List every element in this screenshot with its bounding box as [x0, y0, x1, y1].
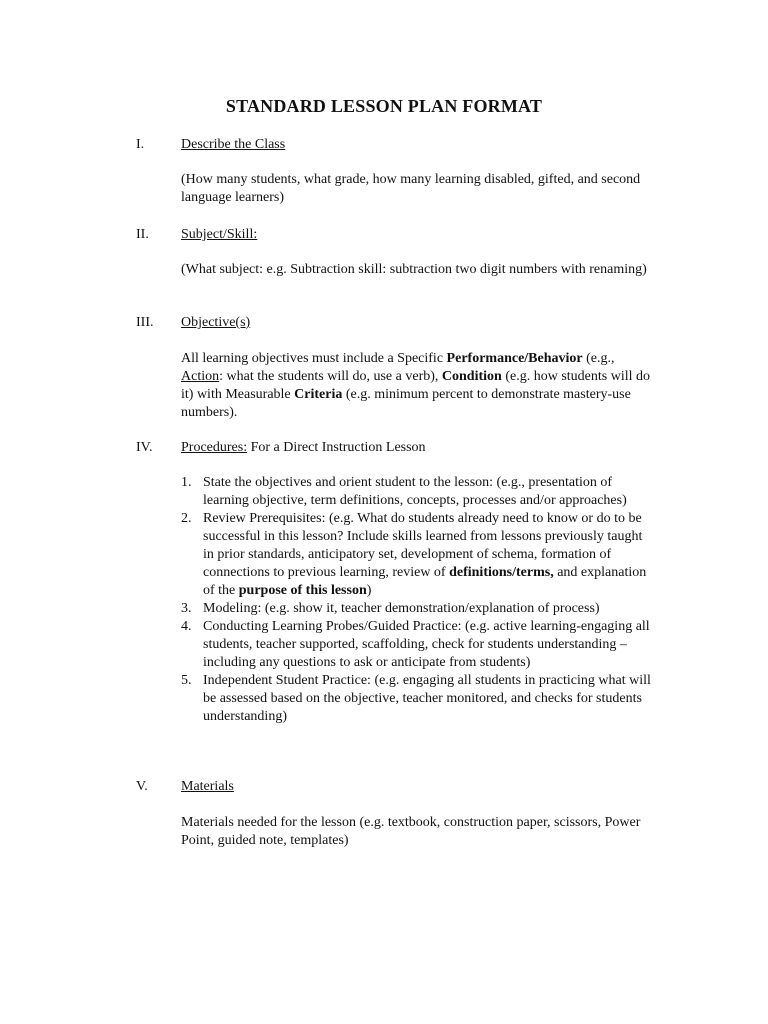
objective-text-2: (e.g.,: [582, 351, 615, 366]
objective-text-1: All learning objectives must include a Specific: [181, 351, 447, 366]
list-item-number: 1.: [181, 475, 192, 490]
list-item-number: 3.: [181, 601, 192, 616]
criteria-term: Criteria: [294, 387, 343, 402]
list-item: [181, 510, 651, 600]
section-4-heading: Procedures:: [181, 440, 248, 455]
list-item-text: Modeling: (e.g. show it, teacher demonstration/explanation of process): [203, 601, 600, 616]
document-title: STANDARD LESSON PLAN FORMAT: [225, 96, 543, 116]
section-1-numeral: I.: [136, 137, 145, 152]
section-5-numeral: V.: [136, 779, 148, 794]
list-item: [181, 600, 651, 618]
section-2-heading: Subject/Skill:: [181, 227, 258, 242]
section-4-heading-suffix: For a Direct Instruction Lesson: [247, 440, 426, 455]
section-1-heading: Describe the Class: [181, 137, 286, 152]
list-item-number: 4.: [181, 619, 192, 634]
prereq-text-1: Review Prerequisites: (e.g. What do students already need to know or do to be successful in this lesson? Include skills learned from lessons previously taught in prior standards, anticipatory set, development of schema, formation of connections to previous learning, review of: [203, 511, 643, 580]
list-item-number: 5.: [181, 673, 192, 688]
section-5-heading: Materials: [181, 779, 234, 794]
purpose-of-lesson: purpose of this lesson: [238, 583, 367, 598]
objective-text-4: (e.g. how students will do it) with Measurable: [181, 369, 650, 402]
definitions-terms: definitions/terms,: [449, 565, 554, 580]
section-3-text: [181, 350, 651, 422]
section-2-text: (What subject: e.g. Subtraction skill: subtraction two digit numbers with renaming): [181, 262, 647, 277]
section-2-numeral: II.: [136, 227, 149, 242]
objective-text-3: : what the students will do, use a verb),: [219, 369, 442, 384]
procedures-list: [181, 474, 651, 726]
prereq-text-2: and explanation of the: [203, 565, 647, 598]
section-3-heading: Objective(s): [181, 315, 251, 330]
list-item-text: [203, 511, 646, 598]
list-item-number: 2.: [181, 511, 192, 526]
list-item: [181, 672, 651, 726]
list-item: [181, 474, 651, 510]
list-item-text: State the objectives and orient student to the lesson: (e.g., presentation of learning objective, term definitions, concepts, processes and/or approaches): [203, 475, 627, 508]
action-term: Action: [181, 369, 220, 384]
section-3-numeral: III.: [136, 315, 154, 330]
list-item-text: Independent Student Practice: (e.g. engaging all students in practicing what will be assessed based on the objective, teacher monitored, and checks for students understanding): [203, 673, 651, 724]
objective-text-5: (e.g. minimum percent to demonstrate mastery-use numbers).: [181, 387, 631, 420]
list-item: [181, 618, 651, 672]
section-5-text: Materials needed for the lesson (e.g. textbook, construction paper, scissors, Power Point, guided note, templates): [181, 815, 641, 848]
section-1-text: (How many students, what grade, how many learning disabled, gifted, and second language learners): [181, 172, 641, 205]
section-4-numeral: IV.: [136, 440, 153, 455]
prereq-text-3: ): [366, 583, 372, 598]
section-4-heading-line: [181, 439, 426, 457]
performance-behavior-term: Performance/Behavior: [446, 351, 583, 366]
list-item-text: Conducting Learning Probes/Guided Practice: (e.g. active learning-engaging all students, teacher supported, scaffolding, check for students understanding – including any questions to ask or anticipate from students): [203, 619, 650, 670]
condition-term: Condition: [441, 369, 502, 384]
